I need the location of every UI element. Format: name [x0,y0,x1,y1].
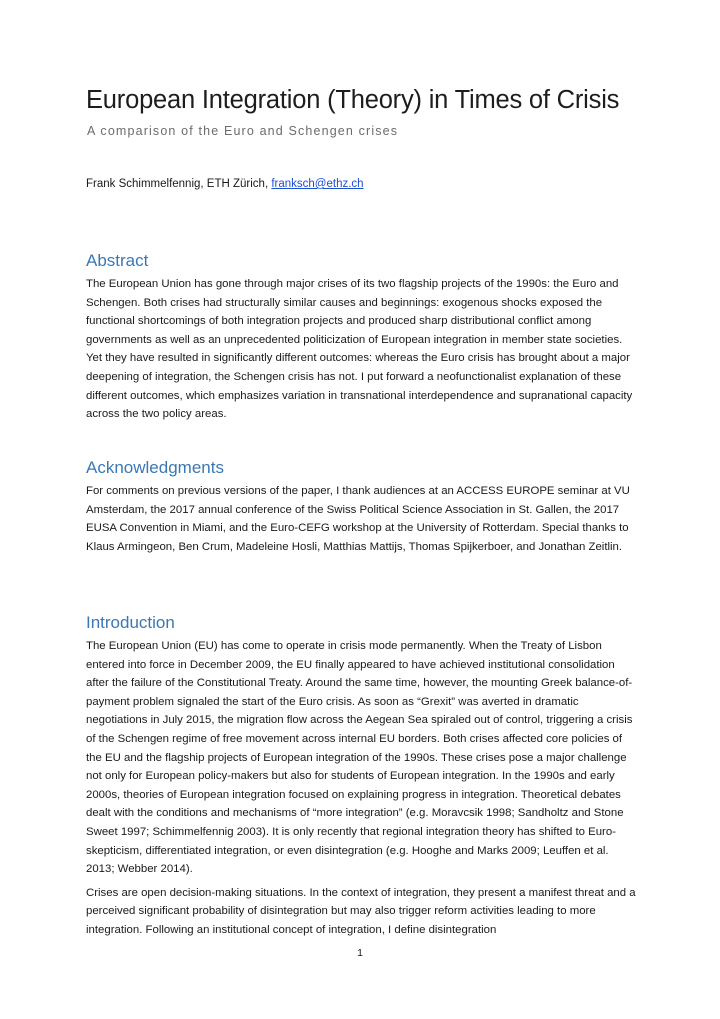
introduction-heading: Introduction [86,613,175,632]
author-line [86,178,364,190]
paper-subtitle: A comparison of the Euro and Schengen crises [87,124,399,138]
acknowledgments-section [86,457,638,556]
acknowledgments-text: For comments on previous versions of the paper, I thank audiences at an ACCESS EUROPE seminar at VU Amsterdam, the 2017 annual conference of the Swiss Political Science Association in St. Gallen, the 2017 EUSA Convention in Miami, and the Euro-CEFG workshop at the University of Rotterdam. Special thanks to Klaus Armingeon, Ben Crum, Madeleine Hosli, Matthias Mattijs, Thomas Spijkerboer, and Jonathan Zeitlin. [86,485,630,553]
paper-title: European Integration (Theory) in Times of Crisis [86,86,620,114]
abstract-heading: Abstract [86,251,149,270]
page-number: 1 [357,947,363,959]
introduction-section [86,612,638,940]
introduction-paragraph: The European Union (EU) has come to operate in crisis mode permanently. When the Treaty of Lisbon entered into force in December 2009, the EU finally appeared to have achieved institutional consolidation after the failure of the Constitutional Treaty. Around the same time, however, the mounting Greek balance-of-payment problem signaled the start of the Euro crisis. As soon as “Grexit” was averted in dramatic negotiations in July 2015, the migration flow across the Aegean Sea spiraled out of control, triggering a crisis of the Schengen regime of free movement across internal EU borders. Both crises affected core policies of the EU and the flagship projects of European integration of the 1990s. These crises pose a major challenge not only for European policy-makers but also for students of European integration. In the 1990s and early 2000s, theories of European integration focused on explaining progress in integration. Theoretical debates dealt with the conditions and mechanisms of “more integration” (e.g. Moravcsik 1998; Sandholtz and Stone Sweet 1997; Schimmelfennig 2003). It is only recently that regional integration theory has shifted to Euro-skepticism, differentiated integration, or even disintegration (e.g. Hooghe and Marks 2009; Leuffen et al. 2013; Webber 2014). [86,640,633,876]
author-email-link[interactable]: franksch@ethz.ch [271,178,364,190]
acknowledgments-heading: Acknowledgments [86,458,224,477]
abstract-text: The European Union has gone through major crises of its two flagship projects of the 1990s: the Euro and Schengen. Both crises had structurally similar causes and beginnings: exogenous shocks exposed the functional shortcomings of both integration projects and produced sharp distributional conflict among governments as well as an unprecedented politicization of European integration in member state societies. Yet they have resulted in significantly different outcomes: whereas the Euro crisis has brought about a major deepening of integration, the Schengen crisis has not. I put forward a neofunctionalist explanation of these different outcomes, which emphasizes variation in transnational interdependence and supranational capacity across the two policy areas. [86,278,633,421]
author-name-affiliation: Frank Schimmelfennig, ETH Zürich, [86,178,272,190]
abstract-section [86,250,638,424]
introduction-paragraph: Crises are open decision-making situations. In the context of integration, they present a manifest threat and a perceived significant probability of disintegration but may also trigger reform activities leading to more integration. Following an institutional concept of integration, I define disintegration [86,886,636,936]
